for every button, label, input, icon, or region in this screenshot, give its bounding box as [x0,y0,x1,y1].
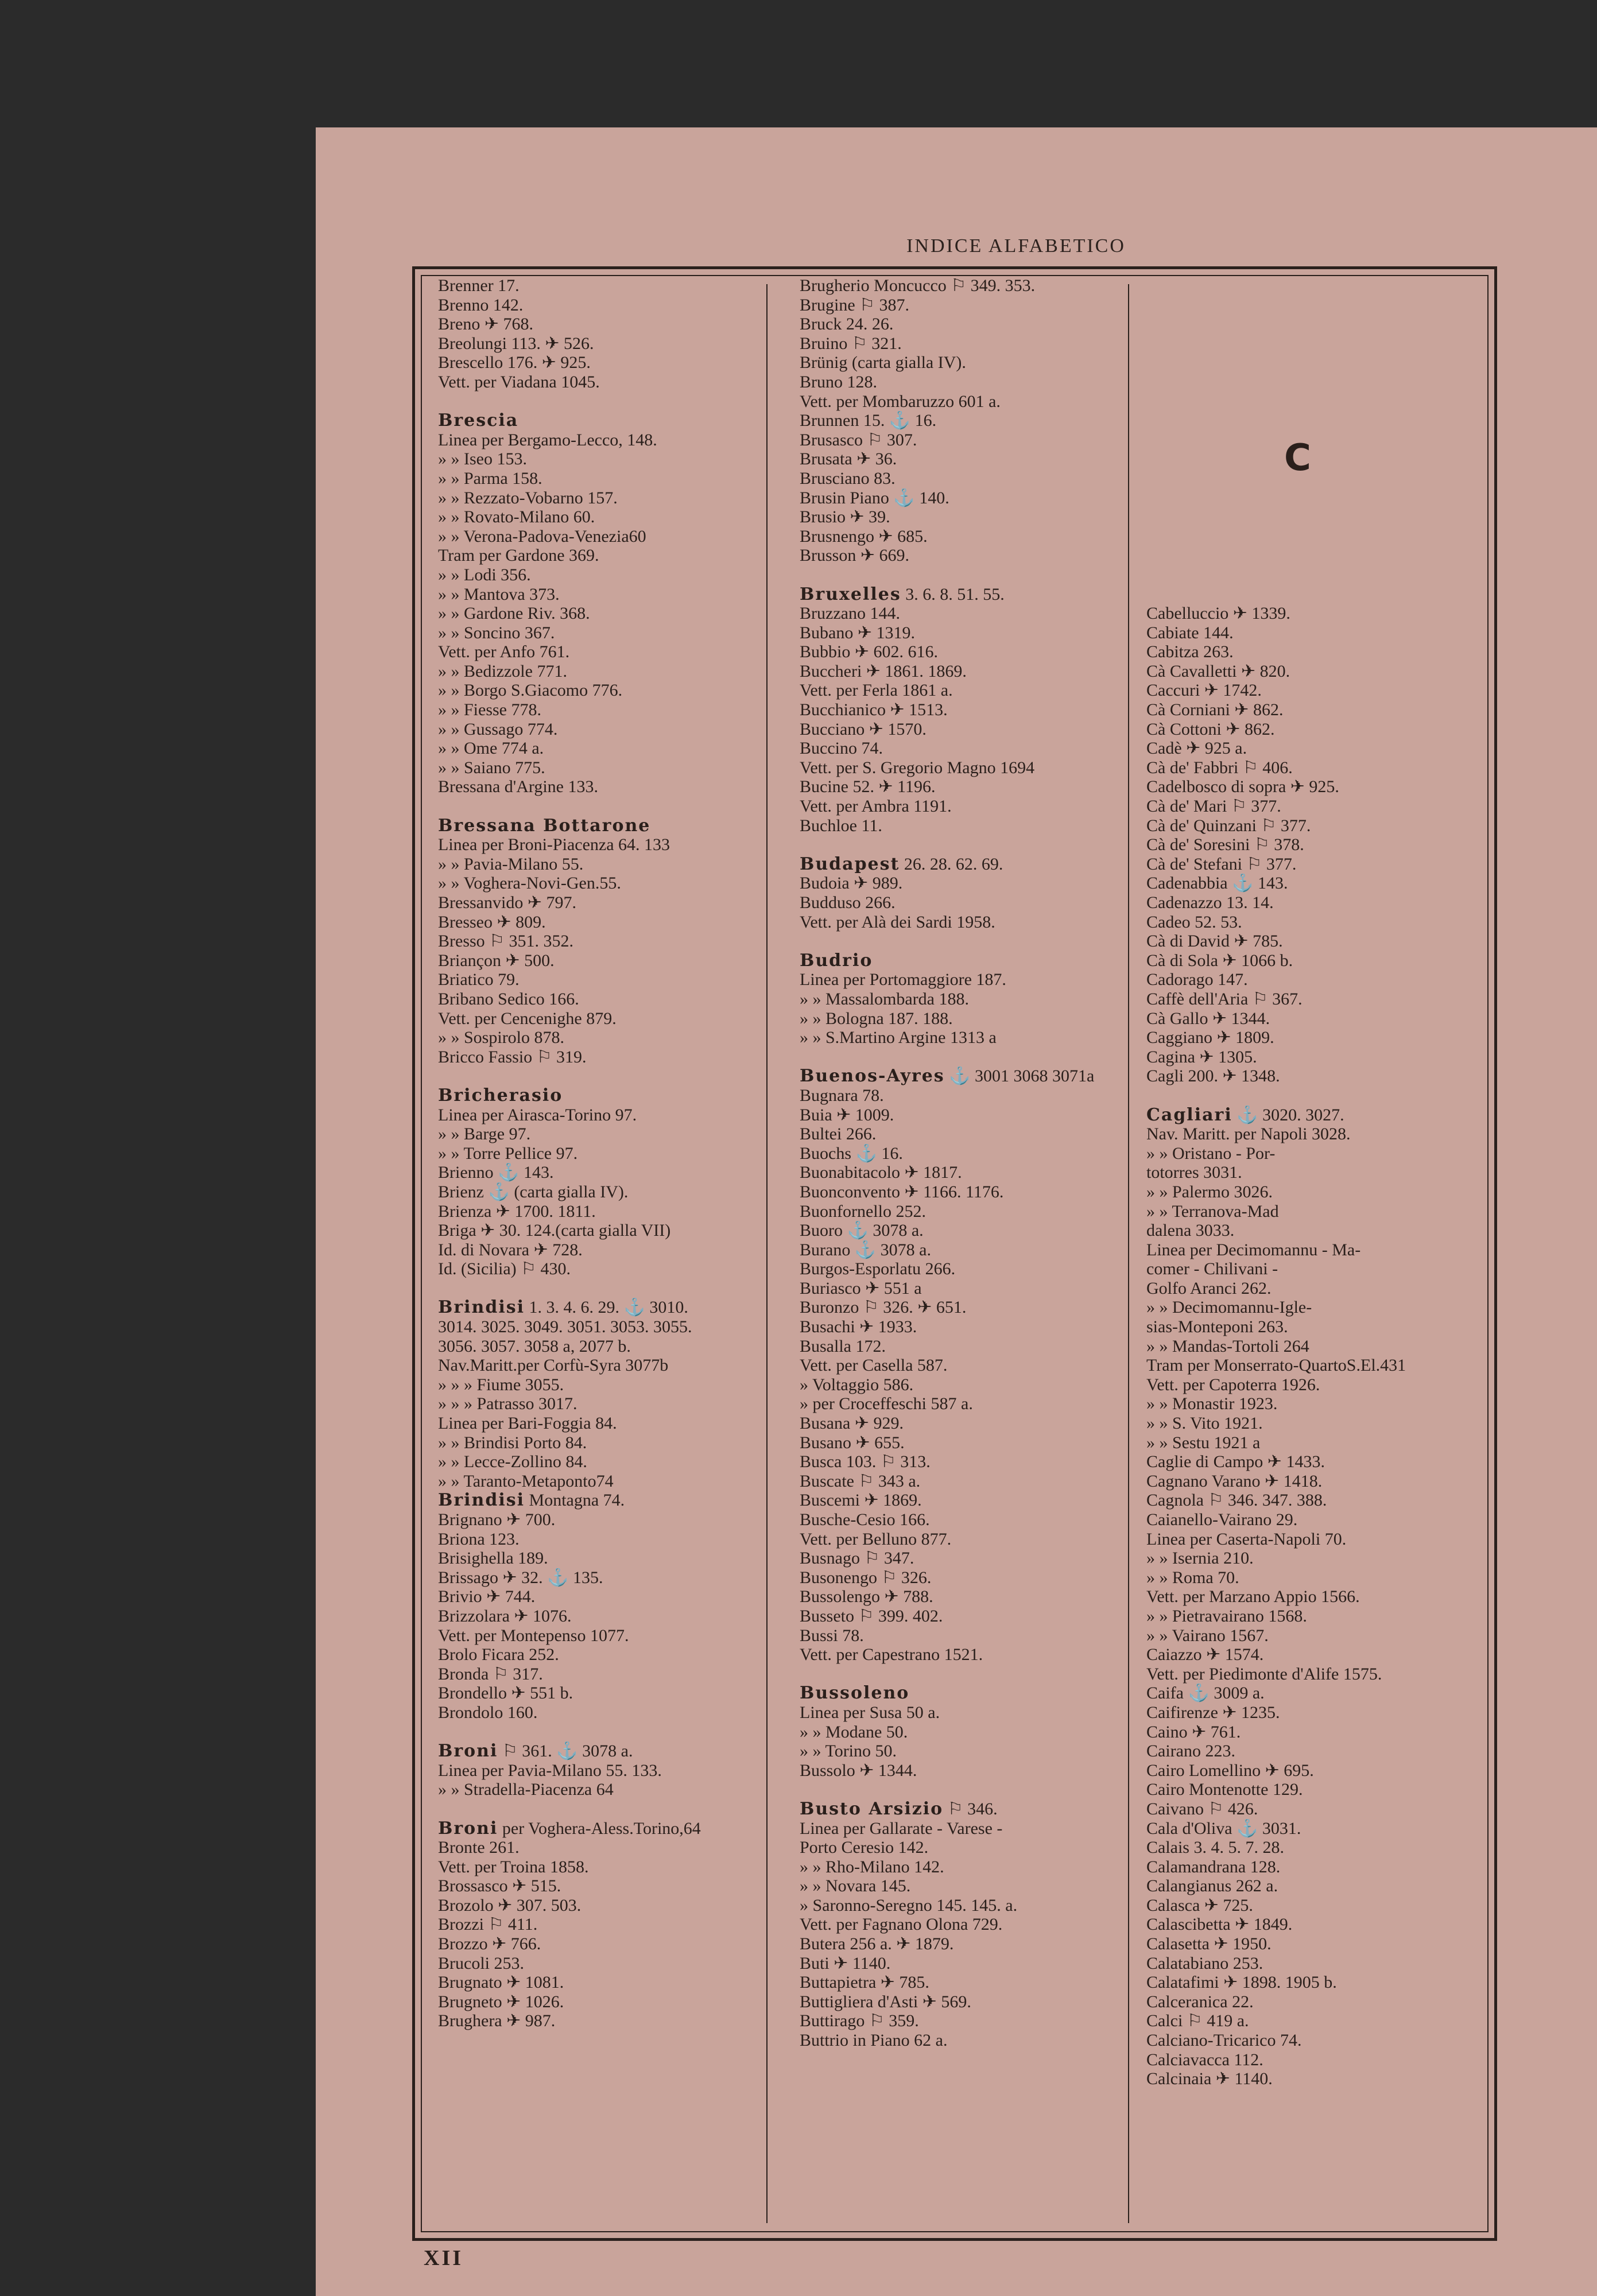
index-entry: » » Voghera-Novi-Gen.55. [438,874,621,893]
index-entry: Brossasco ✈ 515. [438,1876,561,1896]
index-entry: » » Gussago 774. [438,719,558,739]
index-entry: Linea per Caserta-Napoli 70. [1146,1529,1347,1549]
index-entry: Bugnara 78. [800,1085,884,1105]
index-entry: Linea per Gallarate - Varese - [800,1818,1003,1838]
index-entry: Bucchianico ✈ 1513. [800,700,948,720]
index-entry [1146,546,1491,565]
index-entry: » » Torino 50. [800,1742,897,1761]
index-entry: Bubbio ✈ 602. 616. [800,642,938,662]
index-entry [800,1665,1144,1684]
index-entry: » » Rovato-Milano 60. [438,507,595,527]
index-entry: » » Pietravairano 1568. [1146,1606,1307,1626]
index-entry: Buttirago ⚐ 359. [800,2011,919,2031]
index-entry: Budoia ✈ 989. [800,874,903,893]
index-entry: » » Taranto-Metaponto74 [438,1471,614,1491]
index-entry: Brozzo ✈ 766. [438,1934,541,1954]
index-entry: Linea per Broni-Piacenza 64. 133 [438,835,670,855]
index-entry: Buoro ⚓ 3078 a. [800,1221,924,1240]
index-frame-inner [421,275,1489,2232]
index-entry: Buscemi ✈ 1869. [800,1491,922,1510]
index-entry: Cagnola ⚐ 346. 347. 388. [1146,1491,1327,1510]
index-entry: Bussi 78. [800,1626,864,1645]
index-entry: Vett. per Mombaruzzo 601 a. [800,391,1001,411]
index-entry: » » Ome 774 a. [438,739,544,758]
index-entry [1146,1086,1491,1106]
index-entry: » Saronno-Seregno 145. 145. a. [800,1895,1018,1915]
index-entry: » » S. Vito 1921. [1146,1414,1263,1433]
index-entry: Bucciano ✈ 1570. [800,719,927,739]
index-entry: Briona 123. [438,1529,520,1549]
index-entry: » » Fiesse 778. [438,700,541,720]
index-entry: Brusin Piano ⚓ 140. [800,488,949,507]
index-entry: Bruino ⚐ 321. [800,333,902,353]
index-entry [1146,392,1491,412]
index-entry: Linea per Bergamo-Lecco, 148. [438,430,657,449]
index-entry: Vett. per Troina 1858. [438,1857,589,1876]
index-entry [1146,565,1491,585]
index-entry: Budrio [800,951,873,971]
index-entry [800,565,1144,585]
index-entry: Buonfornello 252. [800,1201,926,1221]
index-entry: Buttapietra ✈ 785. [800,1973,929,1992]
index-entry: Vett. per Casella 587. [800,1356,948,1375]
index-entry: Bresseo ✈ 809. [438,912,546,932]
index-entry: Calceranica 22. [1146,1992,1254,2011]
index-entry [1146,430,1491,450]
index-entry: dalena 3033. [1146,1221,1235,1240]
index-entry: Briatico 79. [438,970,520,990]
index-entry: Busano ✈ 655. [800,1433,905,1452]
index-entry: Brondello ✈ 551 b. [438,1684,573,1703]
index-entry: Brenner 17. [438,276,520,295]
index-entry [438,1066,782,1086]
index-entry: sias-Monteponi 263. [1146,1317,1288,1337]
index-entry: Briga ✈ 30. 124.(carta gialla VII) [438,1221,671,1240]
index-entry: » » Monastir 1923. [1146,1394,1278,1414]
index-entry: Tram per Gardone 369. [438,546,599,565]
index-entry: Caffè dell'Aria ⚐ 367. [1146,989,1303,1009]
index-entry: Bresso ⚐ 351. 352. [438,932,574,951]
index-entry: Buochs ⚓ 16. [800,1143,903,1163]
index-entry: Caifirenze ✈ 1235. [1146,1702,1280,1722]
index-entry: Cadelbosco di sopra ✈ 925. [1146,777,1339,797]
index-entry: Bronte 261. [438,1838,520,1857]
index-entry: Brienza ✈ 1700. 1811. [438,1201,596,1221]
index-entry: Cairo Montenotte 129. [1146,1780,1303,1799]
index-entry: Calais 3. 4. 5. 7. 28. [1146,1838,1284,1857]
index-entry: Busachi ✈ 1933. [800,1317,917,1337]
index-entry: Golfo Aranci 262. [1146,1278,1272,1298]
index-entry: Cà di David ✈ 785. [1146,932,1283,951]
index-entry: Brusciano 83. [800,468,896,488]
index-entry: Cà di Sola ✈ 1066 b. [1146,951,1293,970]
index-entry: Brienno ⚓ 143. [438,1163,554,1182]
index-entry [1146,527,1491,546]
index-entry: Vett. per Capestrano 1521. [800,1645,983,1665]
index-entry: Brindisi 1. 3. 4. 6. 29. ⚓ 3010. [438,1298,688,1318]
index-entry: » » Iseo 153. [438,449,527,469]
index-entry: Buti ✈ 1140. [800,1953,891,1973]
index-entry: » » Rho-Milano 142. [800,1857,944,1876]
index-entry: » » Saiano 775. [438,758,545,777]
index-entry: 3056. 3057. 3058 a, 2077 b. [438,1336,631,1356]
index-entry: Cà de' Mari ⚐ 377. [1146,797,1281,816]
index-entry: » » Mandas-Tortoli 264 [1146,1336,1309,1356]
index-entry: Linea per Pavia-Milano 55. 133. [438,1760,662,1780]
index-entry: Buronzo ⚐ 326. ✈ 651. [800,1298,967,1317]
index-entry [1146,469,1491,488]
index-entry: » » Barge 97. [438,1124,531,1144]
index-entry [1146,373,1491,392]
index-entry: Vett. per Fagnano Olona 729. [800,1915,1003,1934]
index-entry: Brusson ✈ 669. [800,546,909,565]
index-entry: » » Bologna 187. 188. [800,1009,953,1028]
index-entry: Calci ⚐ 419 a. [1146,2011,1249,2031]
index-entry: Cabelluccio ✈ 1339. [1146,604,1290,623]
index-entry: Bruck 24. 26. [800,315,894,334]
index-entry: » » Massalombarda 188. [800,989,969,1009]
index-entry: Butera 256 a. ✈ 1879. [800,1934,954,1954]
index-entry: Vett. per S. Gregorio Magno 1694 [800,758,1035,777]
index-entry: Cairano 223. [1146,1742,1235,1761]
index-entry: Caiazzo ✈ 1574. [1146,1645,1264,1665]
index-entry: Brissago ✈ 32. ⚓ 135. [438,1568,603,1587]
index-entry: » » Isernia 210. [1146,1549,1254,1568]
index-entry: Burgos-Esporlatu 266. [800,1259,956,1279]
index-entry: Linea per Susa 50 a. [800,1702,940,1722]
index-entry: » » Novara 145. [800,1876,911,1896]
index-entry: Linea per Portomaggiore 187. [800,970,1006,990]
index-entry: Cala d'Oliva ⚓ 3031. [1146,1818,1301,1838]
index-entry: » » Sospirolo 878. [438,1028,565,1048]
index-entry: » » Lodi 356. [438,565,531,584]
index-entry: Cadenabbia ⚓ 143. [1146,874,1288,893]
index-entry: Busonengo ⚐ 326. [800,1568,932,1587]
index-entry: Brivio ✈ 744. [438,1587,536,1607]
index-entry: Vett. per Ferla 1861 a. [800,681,953,700]
index-entry: Brünig (carta gialla IV). [800,353,966,373]
index-entry: Busalla 172. [800,1336,886,1356]
index-entry: » » Soncino 367. [438,623,555,642]
index-entry: Linea per Bari-Foggia 84. [438,1414,617,1433]
index-entry [800,1048,1144,1067]
index-entry [438,1279,782,1298]
index-entry: Breolungi 113. ✈ 526. [438,333,594,353]
index-entry: Calascibetta ✈ 1849. [1146,1915,1293,1934]
index-entry: Bronda ⚐ 317. [438,1664,543,1684]
book-page [316,127,1597,2296]
index-entry: Caccuri ✈ 1742. [1146,681,1262,700]
index-entry: Budduso 266. [800,893,896,912]
index-entry: Cabitza 263. [1146,642,1234,662]
index-entry: » » Decimomannu-Igle- [1146,1298,1312,1317]
index-entry: Brolo Ficara 252. [438,1645,559,1665]
index-entry: Vett. per Ambra 1191. [800,797,952,816]
index-entry: Id. (Sicilia) ⚐ 430. [438,1259,571,1279]
index-entry: Bricco Fassio ⚐ 319. [438,1047,587,1066]
index-entry: totorres 3031. [1146,1163,1242,1182]
index-entry: Brugherio Moncucco ⚐ 349. 353. [800,276,1036,295]
index-entry: Id. di Novara ✈ 728. [438,1240,583,1259]
index-entry: Caggiano ✈ 1809. [1146,1028,1274,1048]
index-entry: » » Gardone Riv. 368. [438,604,590,623]
index-entry: Brozzi ⚐ 411. [438,1915,538,1934]
index-entry: » » » Fiume 3055. [438,1375,564,1394]
index-entry [438,392,782,412]
index-entry [800,932,1144,951]
index-entry: Buia ✈ 1009. [800,1105,894,1124]
index-entry [1146,585,1491,604]
index-entry: Porto Ceresio 142. [800,1838,929,1857]
index-entry [800,1780,1144,1799]
index-entry: » » Sestu 1921 a [1146,1433,1261,1452]
index-entry: Busche-Cesio 166. [800,1510,930,1529]
index-entry: » » Parma 158. [438,468,542,488]
index-entry: Vett. per Piedimonte d'Alife 1575. [1146,1664,1382,1684]
index-entry: » » Stradella-Piacenza 64 [438,1780,614,1799]
index-entry: Brughera ✈ 987. [438,2011,556,2031]
index-entry: » » Oristano - Por- [1146,1143,1276,1163]
index-entry: Bressana Bottarone [438,816,651,836]
index-entry: Cagina ✈ 1305. [1146,1047,1257,1066]
index-entry: » » Pavia-Milano 55. [438,854,584,874]
index-entry: » » Brindisi Porto 84. [438,1433,587,1452]
index-entry: Caino ✈ 761. [1146,1722,1241,1742]
index-entry: Brozolo ✈ 307. 503. [438,1895,582,1915]
index-entry [1146,507,1491,527]
index-entry: Bribano Sedico 166. [438,989,579,1009]
index-entry [1146,276,1491,296]
index-entry: Vett. per Cencenighe 879. [438,1009,617,1028]
index-entry: Vett. per Viadana 1045. [438,372,600,391]
index-entry: Busca 103. ⚐ 313. [800,1452,931,1472]
index-entry: Cà de' Soresini ⚐ 378. [1146,835,1304,855]
index-entry: Brucoli 253. [438,1953,524,1973]
index-entry: Calcinaia ✈ 1140. [1146,2069,1273,2089]
index-entry: Nav.Maritt.per Corfù-Syra 3077b [438,1356,669,1375]
index-entry [1146,353,1491,373]
index-entry: » » Palermo 3026. [1146,1182,1273,1201]
index-entry: Brunnen 15. ⚓ 16. [800,411,937,430]
index-entry: Brisighella 189. [438,1549,548,1568]
index-entry: comer - Chilivani - [1146,1259,1278,1279]
index-entry: Linea per Decimomannu - Ma- [1146,1240,1361,1259]
index-entry: Calasetta ✈ 1950. [1146,1934,1272,1954]
index-entry: » » Verona-Padova-Venezia60 [438,526,646,546]
index-entry: Buscate ⚐ 343 a. [800,1471,921,1491]
index-entry: Linea per Airasca-Torino 97. [438,1105,637,1124]
index-entry: Calamandrana 128. [1146,1857,1281,1876]
index-entry: Bultei 266. [800,1124,877,1144]
index-entry: Buriasco ✈ 551 a [800,1278,922,1298]
index-entry: » » Rezzato-Vobarno 157. [438,488,618,507]
index-entry: Vett. per Marzano Appio 1566. [1146,1587,1360,1607]
index-entry: » » Lecce-Zollino 84. [438,1452,587,1472]
index-entry: » » Vairano 1567. [1146,1626,1269,1645]
index-column-2 [800,276,1144,2050]
index-entry: » » S.Martino Argine 1313 a [800,1028,997,1048]
index-entry: Cadenazzo 13. 14. [1146,893,1274,912]
index-entry: Buonconvento ✈ 1166. 1176. [800,1182,1004,1201]
index-entry: Bruxelles 3. 6. 8. 51. 55. [800,584,1005,604]
index-entry: Bussolo ✈ 1344. [800,1760,917,1780]
index-entry: » » Torre Pellice 97. [438,1143,578,1163]
index-entry: Brugneto ✈ 1026. [438,1992,564,2011]
index-entry: Brescia [438,411,519,430]
index-entry: Buonabitacolo ✈ 1817. [800,1163,962,1182]
index-entry: Brusnengo ✈ 685. [800,526,928,546]
index-entry: Bricherasio [438,1085,563,1106]
index-entry: » » Terranova-Mad [1146,1201,1279,1221]
index-entry: Buccheri ✈ 1861. 1869. [800,661,967,681]
index-entry [438,797,782,816]
index-entry: » » » Patrasso 3017. [438,1394,577,1414]
index-entry: Caifa ⚓ 3009 a. [1146,1684,1265,1703]
index-entry [1146,315,1491,334]
index-entry: Bucine 52. ✈ 1196. [800,777,936,797]
index-entry: Brindisi Montagna 74. [438,1491,625,1510]
index-entry: Busto Arsizio ⚐ 346. [800,1799,998,1819]
index-entry: Brusio ✈ 39. [800,507,890,527]
index-entry: Cadorago 147. [1146,970,1248,990]
index-entry: Vett. per Capoterra 1926. [1146,1375,1320,1394]
index-entry: Caianello-Vairano 29. [1146,1510,1298,1529]
index-entry [1146,334,1491,354]
index-entry: Briançon ✈ 500. [438,951,555,970]
index-entry: Brusasco ⚐ 307. [800,430,917,449]
index-entry: Calciavacca 112. [1146,2050,1263,2069]
index-entry: Vett. per Alà dei Sardi 1958. [800,912,995,932]
index-entry: Broni per Voghera-Aless.Torino,64 [438,1818,701,1839]
index-entry: Bubano ✈ 1319. [800,623,915,642]
index-entry: Cagli 200. ✈ 1348. [1146,1066,1280,1086]
index-entry: Tram per Monserrato-QuartoS.El.431 [1146,1356,1406,1375]
index-entry: » » Borgo S.Giacomo 776. [438,681,623,700]
index-entry: Buenos-Ayres ⚓ 3001 3068 3071a [800,1066,1095,1086]
index-entry: Brenno 142. [438,295,524,315]
index-entry: Bruno 128. [800,372,877,391]
index-entry: 3014. 3025. 3049. 3051. 3053. 3055. [438,1317,692,1337]
page-folio: XII [424,2246,464,2270]
index-entry: Calciano-Tricarico 74. [1146,2031,1302,2050]
index-entry: Bressanvido ✈ 797. [438,893,576,912]
index-entry: Brignano ✈ 700. [438,1510,556,1529]
index-entry: Calangianus 262 a. [1146,1876,1278,1896]
index-entry [1146,488,1491,508]
index-entry: Calatabiano 253. [1146,1953,1263,1973]
index-entry: Cadeo 52. 53. [1146,912,1242,932]
index-entry [1146,449,1491,469]
index-entry: Breno ✈ 768. [438,315,533,334]
index-entry: Cadè ✈ 925 a. [1146,739,1247,758]
index-entry: Budapest 26. 28. 62. 69. [800,854,1003,874]
index-entry: Buccino 74. [800,739,883,758]
index-entry: Cà Cavalletti ✈ 820. [1146,661,1290,681]
index-entry: Buchloe 11. [800,816,882,835]
index-entry: Cagliari ⚓ 3020. 3027. [1146,1105,1344,1125]
index-entry: Calatafimi ✈ 1898. 1905 b. [1146,1973,1337,1992]
index-entry: Bressana d'Argine 133. [438,777,598,797]
index-entry: Vett. per Anfo 761. [438,642,570,662]
running-head: INDICE ALFABETICO [906,235,1126,257]
index-entry: Broni ⚐ 361. ⚓ 3078 a. [438,1742,633,1761]
index-entry: » Voltaggio 586. [800,1375,914,1394]
index-entry: Buttigliera d'Asti ✈ 569. [800,1992,971,2011]
index-entry: » per Croceffeschi 587 a. [800,1394,973,1414]
index-entry: Brienz ⚓ (carta gialla IV). [438,1182,629,1201]
index-entry: Bruzzano 144. [800,604,900,623]
index-entry [438,1799,782,1819]
index-entry: Nav. Maritt. per Napoli 3028. [1146,1124,1351,1144]
index-entry: Cà Corniani ✈ 862. [1146,700,1284,720]
index-entry: Brondolo 160. [438,1702,538,1722]
index-entry: » » Bedizzole 771. [438,661,567,681]
index-entry: Cairo Lomellino ✈ 695. [1146,1760,1314,1780]
index-entry: Busseto ⚐ 399. 402. [800,1606,943,1626]
index-entry: Vett. per Montepenso 1077. [438,1626,629,1645]
index-entry: Bussoleno [800,1684,910,1703]
index-entry: Brescello 176. ✈ 925. [438,353,591,373]
index-entry: Cagnano Varano ✈ 1418. [1146,1471,1323,1491]
index-entry: Cà de' Fabbri ⚐ 406. [1146,758,1293,777]
index-entry: Brusata ✈ 36. [800,449,897,469]
index-entry: Cabiate 144. [1146,623,1234,642]
index-entry: Brugnato ✈ 1081. [438,1973,564,1992]
index-entry: Cà Gallo ✈ 1344. [1146,1009,1270,1028]
index-entry [1146,296,1491,315]
index-entry: » » Roma 70. [1146,1568,1239,1587]
section-letter: C [1284,437,1311,479]
index-entry: Busnago ⚐ 347. [800,1549,914,1568]
index-entry: Cà de' Quinzani ⚐ 377. [1146,816,1311,835]
index-entry: Calasca ✈ 725. [1146,1895,1253,1915]
index-column-1 [438,276,782,2031]
index-entry: » » Modane 50. [800,1722,908,1742]
index-entry [800,835,1144,855]
index-column-3 [1146,276,1491,2089]
index-entry: Cà Cottoni ✈ 862. [1146,719,1275,739]
index-entry: » » Mantova 373. [438,584,560,604]
index-entry: Brugine ⚐ 387. [800,295,910,315]
index-entry: Buttrio in Piano 62 a. [800,2031,948,2050]
index-entry: Cà de' Stefani ⚐ 377. [1146,854,1297,874]
index-entry: Caglie di Campo ✈ 1433. [1146,1452,1325,1472]
index-entry: Vett. per Belluno 877. [800,1529,952,1549]
index-entry: Busana ✈ 929. [800,1414,904,1433]
index-frame [412,266,1497,2241]
index-entry [438,1723,782,1742]
index-entry: Brizzolara ✈ 1076. [438,1606,572,1626]
index-entry: Caivano ⚐ 426. [1146,1799,1258,1818]
index-entry [1146,411,1491,430]
index-entry: Bussolengo ✈ 788. [800,1587,933,1607]
index-entry: Burano ⚓ 3078 a. [800,1240,931,1259]
